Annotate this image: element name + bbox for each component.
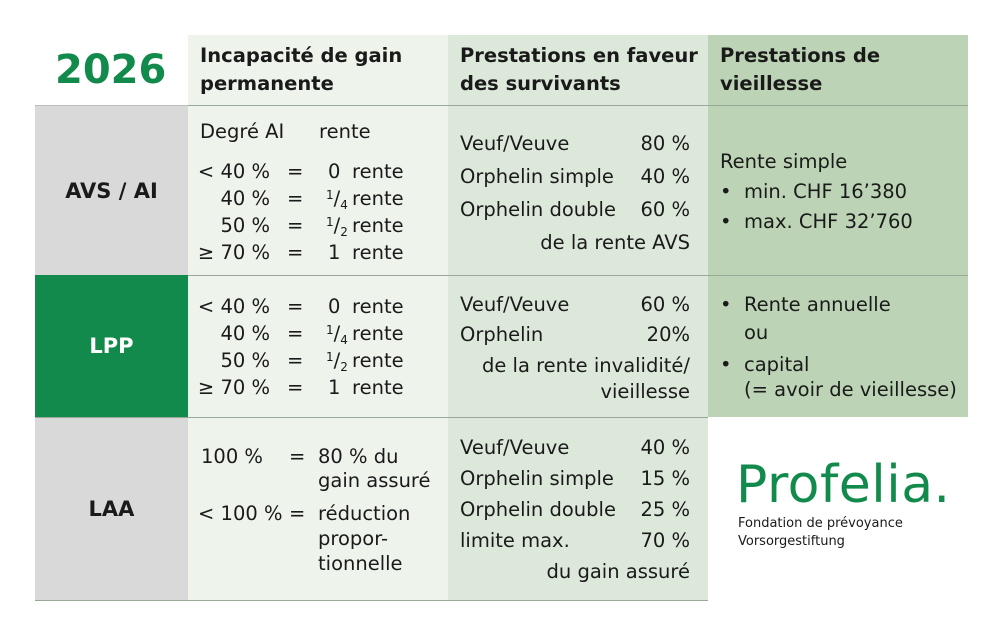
fraction-numerator: 1: [326, 215, 334, 229]
avs-row-eq: =: [287, 214, 304, 237]
old-age-item: max. CHF 32’760: [744, 210, 913, 233]
avs-row-pct: ≥ 70 %: [197, 241, 270, 264]
laa-row-val: propor-: [318, 527, 389, 550]
fraction-denominator: 2: [340, 360, 348, 374]
row-label-laa-text: LAA: [88, 497, 135, 521]
fraction-numerator: 1: [326, 188, 334, 202]
lpp-row-val: 1: [328, 376, 341, 399]
logo-tagline-de: Vorsorgestiftung: [738, 534, 845, 549]
old-age-item: capital: [744, 353, 810, 376]
avs-row-pct: < 40 %: [197, 160, 270, 183]
lpp-row-fraction: $^1/_2$: [326, 349, 348, 374]
col-heading-old-age: [708, 35, 968, 105]
survivors-note: du gain assuré: [546, 560, 690, 583]
lpp-row-eq: =: [287, 322, 304, 345]
col-heading-disability: [188, 35, 448, 105]
year-heading: [35, 35, 188, 105]
avs-row-val: 0: [328, 160, 341, 183]
avs-degree-head: Degré AI: [200, 120, 285, 143]
avs-row-pct: 40 %: [220, 187, 270, 210]
logo-tagline-fr: Fondation de prévoyance: [738, 516, 903, 531]
lpp-survivors-cell: [448, 275, 708, 417]
avs-row-fraction: $^1/_4$: [326, 187, 348, 212]
survivor-name: Orphelin double: [460, 498, 616, 521]
survivor-name: Orphelin simple: [460, 165, 614, 188]
survivor-name: Veuf/Veuve: [460, 132, 570, 155]
avs-row-eq: =: [287, 160, 304, 183]
avs-row-eq: =: [287, 241, 304, 264]
laa-row-eq: =: [289, 445, 306, 468]
old-age-title: Rente simple: [720, 150, 848, 173]
col-heading-disability-l2: permanente: [200, 72, 334, 95]
bullet-icon: •: [720, 353, 732, 376]
survivor-name: Veuf/Veuve: [460, 436, 570, 459]
avs-row-unit: rente: [352, 160, 404, 183]
laa-row-val: tionnelle: [318, 552, 403, 575]
survivor-name: Veuf/Veuve: [460, 293, 570, 316]
survivor-pct: 40 %: [640, 165, 690, 188]
col-heading-old-age-l1: Prestations de: [720, 44, 881, 67]
fraction-denominator: 4: [340, 198, 348, 212]
survivor-pct: 40 %: [640, 436, 690, 459]
avs-old-age-cell: [708, 105, 968, 275]
avs-row-fraction: $^1/_2$: [326, 214, 348, 239]
row-label-laa: [35, 417, 188, 601]
lpp-row-pct: 40 %: [220, 322, 270, 345]
survivor-name: Orphelin simple: [460, 467, 614, 490]
survivor-pct: 80 %: [640, 132, 690, 155]
old-age-item-note: (= avoir de vieillesse): [744, 378, 957, 401]
fraction-denominator: 4: [340, 333, 348, 347]
survivor-pct: 60 %: [640, 198, 690, 221]
laa-row-pct: < 100 %: [198, 502, 283, 525]
lpp-row-unit: rente: [352, 295, 404, 318]
survivors-note: de la rente invalidité/: [481, 354, 690, 377]
survivors-note: de la rente AVS: [540, 231, 690, 254]
old-age-item: min. CHF 16’380: [744, 180, 908, 203]
avs-row-unit: rente: [352, 187, 404, 210]
avs-survivors-cell: [448, 105, 708, 275]
laa-disability-cell: [188, 417, 448, 601]
lpp-row-unit: rente: [352, 322, 404, 345]
lpp-row-eq: =: [287, 349, 304, 372]
lpp-row-val: 0: [328, 295, 341, 318]
fraction-numerator: 1: [326, 323, 334, 337]
survivor-pct: 70 %: [640, 529, 690, 552]
bullet-icon: •: [720, 293, 732, 316]
lpp-disability-cell: [188, 275, 448, 417]
laa-survivors-cell: [448, 417, 708, 601]
lpp-row-pct: ≥ 70 %: [197, 376, 270, 399]
col-heading-disability-l1: Incapacité de gain: [200, 44, 403, 67]
lpp-row-fraction: $^1/_4$: [326, 322, 348, 347]
avs-row-val: 1: [328, 241, 341, 264]
row-label-lpp: [35, 275, 188, 417]
survivor-pct: 60 %: [640, 293, 690, 316]
lpp-row-eq: =: [287, 376, 304, 399]
bullet-icon: •: [720, 210, 732, 233]
lpp-old-age-cell: [708, 275, 968, 417]
year-text: 2026: [55, 47, 167, 93]
survivor-name: Orphelin: [460, 323, 544, 346]
col-heading-old-age-l2: vieillesse: [720, 72, 823, 95]
survivor-pct: 25 %: [640, 498, 690, 521]
row-label-avs-text: AVS / AI: [65, 178, 158, 203]
profelia-logo: [736, 455, 951, 551]
col-heading-survivors-l2: des survivants: [460, 72, 621, 95]
avs-row-unit: rente: [352, 241, 404, 264]
lpp-row-unit: rente: [352, 376, 404, 399]
col-heading-survivors-l1: Prestations en faveur: [460, 44, 698, 67]
logo-wordmark: Profelia.: [736, 455, 951, 515]
laa-row-val: gain assuré: [318, 469, 431, 492]
avs-row-eq: =: [287, 187, 304, 210]
bullet-icon: •: [720, 180, 732, 203]
laa-row-val: 80 % du: [318, 445, 399, 468]
row-label-avs: [35, 105, 188, 275]
old-age-item: Rente annuelle: [744, 293, 891, 316]
avs-row-pct: 50 %: [220, 214, 270, 237]
avs-row-unit: rente: [352, 214, 404, 237]
lpp-row-pct: < 40 %: [197, 295, 270, 318]
fraction-denominator: 2: [340, 225, 348, 239]
row-label-lpp-text: LPP: [89, 334, 134, 358]
survivor-name: Orphelin double: [460, 198, 616, 221]
lpp-row-unit: rente: [352, 349, 404, 372]
survivor-pct: 20%: [646, 323, 690, 346]
lpp-row-eq: =: [287, 295, 304, 318]
col-heading-survivors: [448, 35, 708, 105]
survivor-name: limite max.: [460, 529, 570, 552]
fraction-numerator: 1: [326, 350, 334, 364]
lpp-row-pct: 50 %: [220, 349, 270, 372]
laa-row-eq: =: [289, 502, 306, 525]
laa-row-val: réduction: [318, 502, 411, 525]
avs-disability-cell: [188, 105, 448, 275]
old-age-or: ou: [744, 321, 769, 344]
laa-row-pct: 100 %: [201, 445, 263, 468]
avs-rente-head: rente: [319, 120, 371, 143]
survivor-pct: 15 %: [640, 467, 690, 490]
survivors-note: vieillesse: [600, 380, 690, 403]
